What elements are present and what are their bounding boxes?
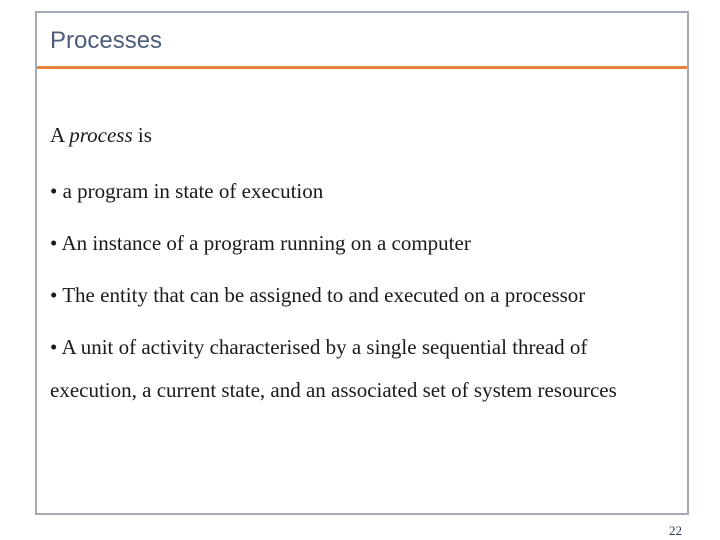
title-divider <box>37 66 687 69</box>
intro-line <box>50 115 670 155</box>
bullet-item: • A unit of activity characterised by a single sequential thread of execution, a current state, and an associated set of system resources <box>50 335 617 402</box>
bullet-item: • The entity that can be assigned to and executed on a processor <box>50 283 586 307</box>
bullet-item: • a program in state of execution <box>50 179 324 203</box>
intro-suffix: is <box>132 123 152 147</box>
slide-frame <box>35 11 689 515</box>
intro-term: process <box>69 123 133 147</box>
page-number: 22 <box>669 523 682 538</box>
slide-body <box>50 115 670 412</box>
bullet-item: • An instance of a program running on a computer <box>50 231 471 255</box>
intro-prefix: A <box>50 123 70 147</box>
slide-title: Processes <box>50 27 163 54</box>
